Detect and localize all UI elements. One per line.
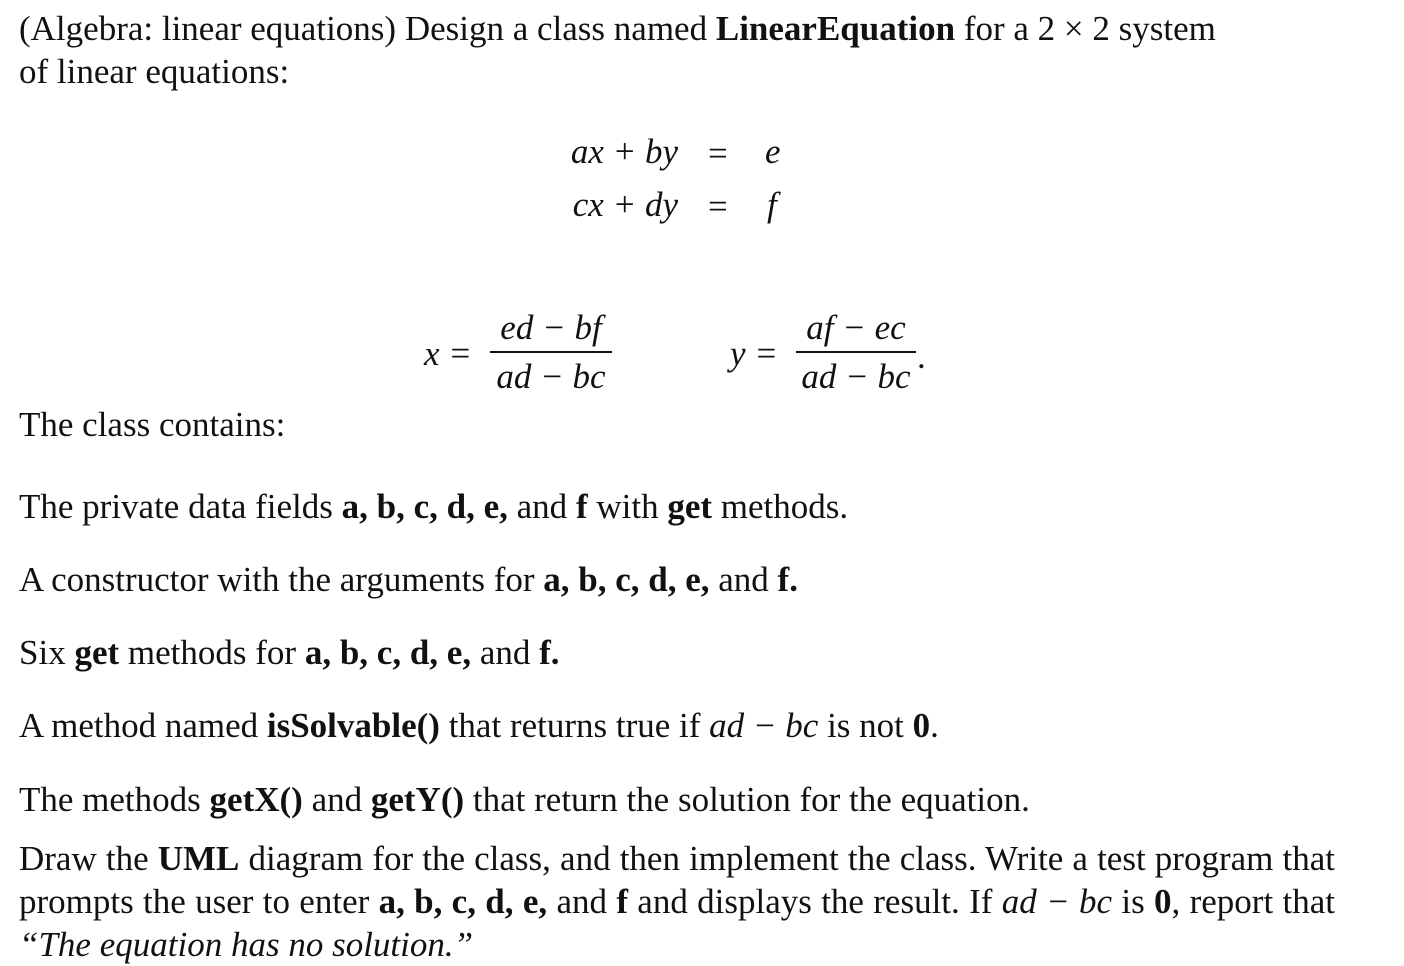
x-denominator: ad − bc xyxy=(496,357,606,396)
x-numerator: ed − bf xyxy=(490,310,612,353)
class-name: LinearEquation xyxy=(715,9,956,48)
final-paragraph: Draw the UML diagram for the class, and then implement the class. Write a test program that prompts the user to enter a, b, c, d, e, and f and displays the result. If ad − bc is 0, report that “The equation has no solution.” xyxy=(19,839,1335,964)
gety-method: getY() xyxy=(370,780,465,819)
eq1-rhs: e xyxy=(765,132,781,171)
intro-text: (Algebra: linear equations) Design a class named xyxy=(19,9,716,48)
issolvable-method: isSolvable() xyxy=(266,706,440,745)
item-issolvable: A method named isSolvable() that returns true if ad − bc is not 0. xyxy=(19,706,939,745)
field-vars: a, b, c, d, e, xyxy=(341,487,508,526)
eq2-rhs: f xyxy=(767,185,777,224)
eq2-lhs: cx + dy xyxy=(572,185,678,224)
item-getx-gety: The methods getX() and getY() that return the solution for the equation. xyxy=(19,780,1030,819)
eq1-equals: = xyxy=(708,134,728,173)
y-numerator: af − ec xyxy=(796,310,916,353)
intro-line-2: of linear equations: xyxy=(19,52,290,91)
item-private-fields: The private data fields a, b, c, d, e, and f with get methods. xyxy=(19,487,849,526)
uml-term: UML xyxy=(157,839,240,878)
contains-heading: The class contains: xyxy=(19,405,286,444)
eq2-equals: = xyxy=(708,187,728,226)
y-denominator: ad − bc xyxy=(801,357,911,396)
x-fraction xyxy=(490,310,612,394)
intro-line-1 xyxy=(19,8,1216,50)
getx-method: getX() xyxy=(209,780,303,819)
eq1-lhs: ax + by xyxy=(570,132,678,171)
intro-text-tail: for a 2 × 2 system xyxy=(955,9,1216,48)
solution-period: . xyxy=(917,337,926,376)
no-solution-quote: “The equation has no solution.” xyxy=(19,925,474,964)
y-label: y = xyxy=(730,334,778,373)
item-get-methods: Six get methods for a, b, c, d, e, and f. xyxy=(19,633,560,672)
x-label: x = xyxy=(424,334,472,373)
y-fraction xyxy=(796,310,916,394)
item-constructor: A constructor with the arguments for a, b, c, d, e, and f. xyxy=(19,560,798,599)
